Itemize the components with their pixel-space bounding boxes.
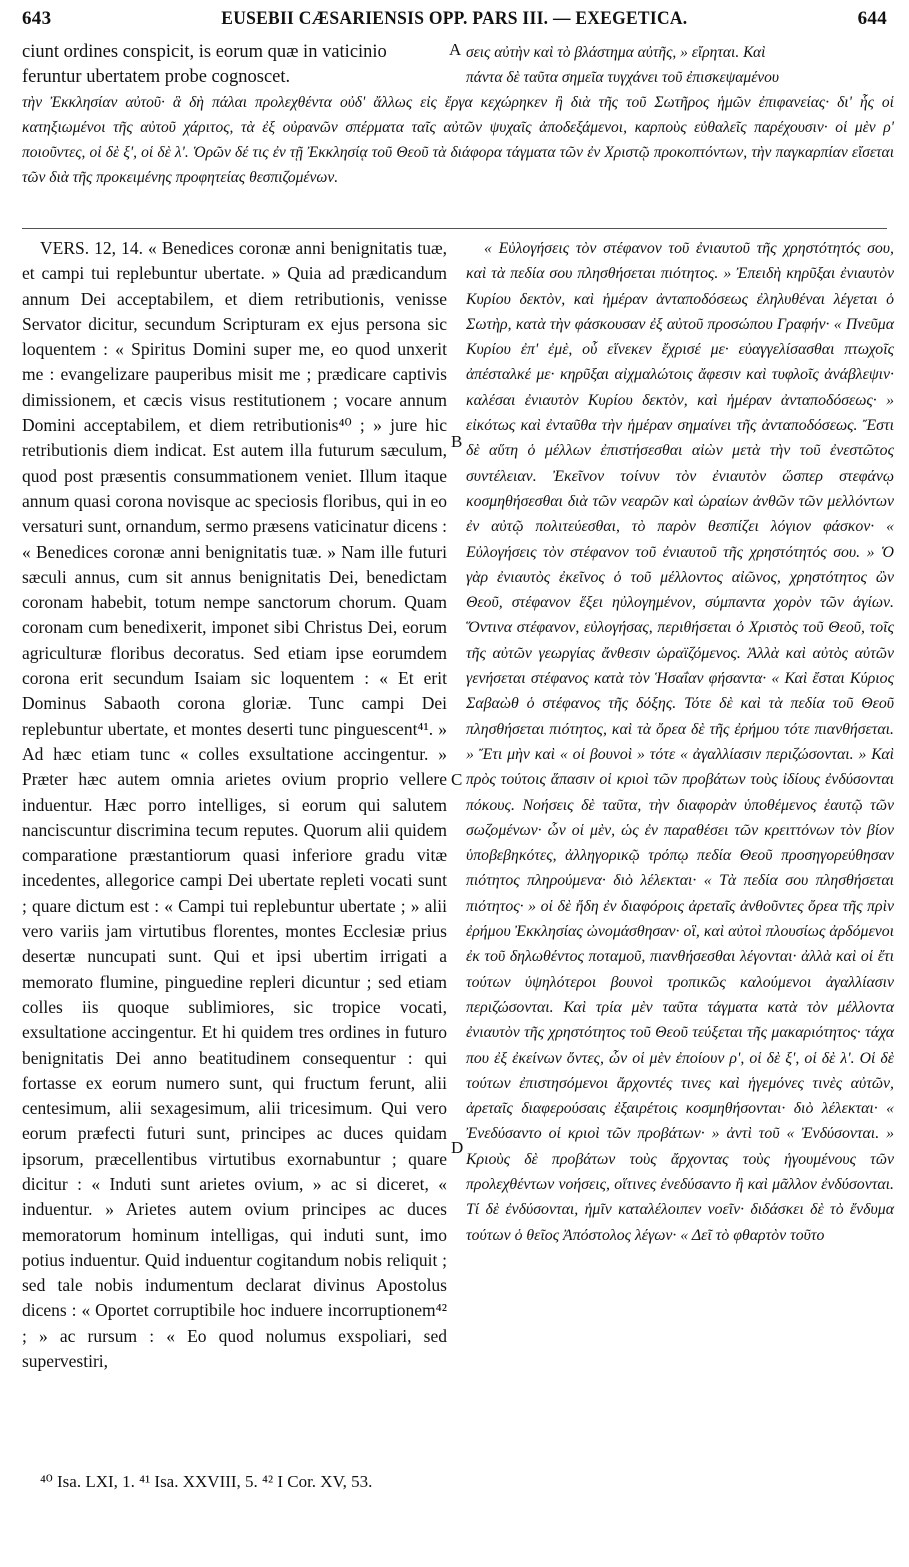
greek-column: [466, 236, 894, 1248]
footnotes: ⁴⁰ Isa. LXI, 1. ⁴¹ Isa. XXVIII, 5. ⁴² I Cor. XV, 53.: [40, 1472, 373, 1491]
intro-latin-line-2: feruntur ubertatem probe cognoscet.: [22, 67, 291, 87]
latin-column: [22, 236, 447, 1374]
margin-letter-c: C: [451, 770, 463, 789]
section-divider: [22, 228, 887, 229]
latin-paragraph: VERS. 12, 14. « Benedices coronæ anni benignitatis tuæ, et campi tui replebuntur ubertate. » Quia ad prædicandum annum Dei acceptabilem, et diem retributionis, venisse Servator dicitur, secundum Scripturam ex ejus persona sic loquentem : « Spiritus Domini super me, eo quod unxerit me : evangelizare pauperibus misit me ; prædicare captivis dimissionem, et cæcis visus restitutionem ; vocare annum Domini acceptabilem, et diem retributionis⁴⁰ ; » jure hic retributionis diem indicat. Est autem illa futurum sæculum, quod post præsentis consummationem veniet. Illum itaque annum quasi corona novisque ac speciosis floribus, qui in eo versaturi sunt, ornandum, sermo præsens vaticinatur dicens : « Benedices coronæ anni benignitatis tuæ. » Nam ille futuri sæculi annus, cum sit annus benignitatis Dei, benedictam coronam habebit, totum nempe sanctorum chorum. Quam coronam cum benedixerit, imponet sibi Christus Dei, eorum agriculturæ floribus decoratus. Sed etiam ipse eorumdem corona erit secundum Isaiam sic loquentem : « Et erit Dominus Sabaoth corona gloriæ. Tunc campi Dei replebuntur ubertate, et montes deserti tunc pinguescent⁴¹. » Ad hæc etiam tunc « colles exsultatione accingentur. » Præter hæc autem omnia arietes ovium proprio vellere induentur. Hæc porro intelliges, si eorum qui salutem nanciscuntur discrimina tecum reputes. Quorum alii quidem comparatione præstantiorum quasi inferiore gradu vitæ incedentes, allegorice campi Dei ubertate repleti vocati sunt ; quare dictum est : « Campi tui replebuntur ubertate ; » alii vero variis jam virtutibus florentes, montes Ecclesiæ prius desertæ nuncupati sunt. Qui et ipsi ubertim irrigati a memorato flumine, pinguedine repleri dicuntur ; sed etiam colles iis quoque sublimiores, sic tropice vocati, exsultatione accingentur. Et hi quidem tres ordines in futuro benignitatis Dei anno beatitudinem consequentur : qui fortasse ex eorum numero sunt, qui fructum ferunt, alii centesimum, alii sexagesimum, alii tricesimum. Qui vero eorum præfecti futuri sunt, principes ac duces quidam ipsorum, præcellentibus virtutibus exornabuntur ; quare dicitur : « Induti sunt arietes ovium, » ac si diceret, « induentur. » Arietes autem ovium principes ac duces memoratorum hominum intelligas, qui induti sunt, imo potius induentur. Quid induentur cogitandum nobis reliquit ; sed tale nobis indumentum declarat divinus Apostolus dicens : « Oportet corruptibile hoc induere incorruptionem⁴² ; » ac rursum : « Eo quod nolumus exspoliari, sed supervestiri,: [22, 238, 447, 1372]
page-number-left: 643: [22, 8, 52, 29]
greek-paragraph: « Εὐλογήσεις τὸν στέφανον τοῦ ἐνιαυτοῦ τῆς χρηστότητός σου, καὶ τὰ πεδία σου πλησθήσεται πιότητος. » Ἐπειδὴ κηρῦξαι ἐνιαυτὸν Κυρίου δεκτὸν, καὶ ἡμέραν ἀνταποδόσεως ἐληλυθέναι λέγεται ὁ Σωτὴρ, κατὰ τὴν φάσκουσαν ἐξ αὐτοῦ προσώπου Γραφήν· « Πνεῦμα Κυρίου ἐπ' ἐμὲ, οὗ εἵνεκεν ἔχρισέ με· εὐαγγελίσασθαι πτωχοῖς ἀπέσταλκέ με· κηρῦξαι αἰχμαλώτοις ἄφεσιν καὶ τυφλοῖς ἀνάβλεψιν· καλέσαι ἐνιαυτὸν Κυρίου δεκτὸν, καὶ ἡμέραν ἀνταποδόσεως· » εἰκότως καὶ ἐνταῦθα τὴν ἡμέραν σημαίνει τῆς ἀνταποδόσεως. Ἔστι δὲ αὕτη ὁ μέλλων ἐπιστήσεσθαι αἰὼν μετὰ τὴν τοῦ ἐνεστῶτος συντέλειαν. Ἐκεῖνον τοίνυν τὸν ἐνιαυτὸν ὥσπερ στεφάνῳ κοσμηθήσεσθαι διὰ τῶν νεαρῶν καὶ ὡραίων ἀνθῶν τῶν μελλόντων ἐν αὐτῷ πολιτεύεσθαι, τὸ παρὸν θεσπίζει λόγιον φάσκον· « Εὐλογήσεις τὸν στέφανον τοῦ ἐνιαυτοῦ τῆς χρηστότητός σου. » Ὁ γὰρ ἐνιαυτὸς ἐκεῖνος ὁ τοῦ μέλλοντος αἰῶνος, χρηστότητος ὢν Θεοῦ, στέφανον ἕξει ηὐλογημένον, σύμπαντα χορὸν τῶν ἁγίων. Ὅντινα στέφανον, εὐλογήσας, περιθήσεται ὁ Χριστὸς τοῦ Θεοῦ, τοῖς τῆς αὐτῶν γεωργίας ἄνθεσιν ὡραϊζόμενος. Ἀλλὰ καὶ αὐτὸς αὐτῶν γενήσεται στέφανος κατὰ τὸν Ἡσαΐαν φήσαντα· « Καὶ ἔσται Κύριος Σαβαὼθ ὁ στέφανος τῆς δόξης. Τότε δὲ καὶ τὰ πεδία τοῦ Θεοῦ πλησθήσεται πιότητος, καὶ τὰ ὄρεα δὲ τῆς ἐρήμου τότε πιανθήσεται. » Ἔτι μὴν καὶ « οἱ βουνοὶ » τότε « ἀγαλλίασιν περιζώσονται. » Καὶ πρὸς τούτοις ἅπασιν οἱ κριοὶ τῶν προβάτων τοὺς ἰδίους ἐνδύσονται πόκους. Νοήσεις δὲ ταῦτα, τὴν διαφορὰν ὑποθέμενος ἑαυτῷ τῶν σωζομένων· ὧν οἱ μὲν, ὡς ἐν παραθέσει τῶν κρειττόνων τὸν βίον ὑποβεβηκότες, ἀλληγορικῷ τρόπῳ πεδία Θεοῦ προσηγορεύθησαν πιότητος πληρούμενα· διὸ λέλεκται· « Τὰ πεδία σου πλησθήσεται πιότητος· » οἱ δὲ ἤδη ἐν διαφόροις ἀρεταῖς ἀνθοῦντες ὄρεα τῆς πρὶν ἐρήμου Ἐκκλησίας ὠνομάσθησαν· οἳ, καὶ αὐτοὶ πλουσίως ἀρδόμενοι ἐκ τοῦ δηλωθέντος ποταμοῦ, πιανθήσεσθαι λέγονται· ἀλλὰ καὶ οἱ ἔτι τούτων ὑψηλότεροι βουνοὶ τροπικῶς καλούμενοι ἀγαλλίασιν περιζώσονται. Καὶ τρία μὲν ταῦτα τάγματα κατὰ τὸν μέλλοντα ἐνιαυτὸν τῆς χρηστότητος τοῦ Θεοῦ τεύξεται τῆς μακαριότητος· τάχα που ἐξ ἐκείνων ὄντες, ὧν οἱ μὲν ἐποίουν ρ', οἱ δὲ ξ', οἱ δὲ λ'. Οἱ δὲ τούτων ἐπιστησόμενοι ἄρχοντές τινες καὶ ἡγεμόνες τινὲς αὐτῶν, ἀρεταῖς διαφερούσαις ἐξαιρέτοις κοσμηθήσονται· διὸ λέλεκται· « Ἐνεδύσαντο οἱ κριοὶ τῶν προβάτων· » ἀντὶ τοῦ « Ἐνδύσονται. » Κριοὺς δὲ προβάτων τοὺς ἄρχοντας τοὺς ἡγουμένους τῶν προλεχθέντων νοήσεις, οἵτινες ἐνεδύσαντο ἢ καὶ μᾶλλον ἐνδύσονται. Τί δὲ ἐνδύσονται, ἡμῖν καταλέλοιπεν νοεῖν· διδάσκει δὲ τὸ ἔνδυμα τούτων ὁ θεῖος Ἀπόστολος λέγων· « Δεῖ τὸ φθαρτὸν τοῦτο: [466, 240, 894, 1244]
page-title: EUSEBII CÆSARIENSIS OPP. PARS III. — EXEGETICA.: [221, 8, 688, 29]
intro-greek-paragraph: τὴν Ἐκκλησίαν αὐτοῦ· ἃ δὴ πάλαι προλεχθέντα οὐδ' ἄλλως εἰς ἔργα κεχώρηκεν ἢ διὰ τῆς τοῦ Σωτῆρος ἡμῶν ἐπιφανείας· δι' ἧς οἱ κατηξιωμένοι τῆς αὐτοῦ χάριτος, τὰ ἐξ οὐρανῶν σπέρματα ταῖς αὐτῶν ψυχαῖς ἀποδεξάμενοι, καρποὺς εὐθαλεῖς παρέχουσιν· οἱ μὲν ρ' ποιοῦντες, οἱ δὲ ξ', οἱ δὲ λ'. Ὁρῶν δέ τις ἐν τῇ Ἐκκλησίᾳ τοῦ Θεοῦ τὰ διάφορα τάγματα τῶν ἐν Χριστῷ προκοπτόντων, τὴν παγκαρπίαν εἴσεται τῶν διὰ τῆς προκειμένης προφητείας θεσπιζομένων.: [22, 94, 894, 186]
page-number-right: 644: [857, 8, 887, 29]
intro-latin-line-1: ciunt ordines conspicit, is eorum quæ in vaticinio: [22, 42, 387, 62]
margin-letter-d: D: [451, 1138, 464, 1157]
intro-greek-line-2: πάντα δὲ ταῦτα σημεῖα τυγχάνει τοῦ ἐπισκεψαμένου: [466, 69, 780, 86]
margin-letter-b: B: [451, 432, 463, 451]
intro-greek-line-1: σεις αὐτὴν καὶ τὸ βλάστημα αὐτῆς, » εἴρηται. Καὶ: [466, 44, 766, 61]
running-head: [22, 4, 887, 34]
margin-letter-a: A: [449, 40, 462, 59]
